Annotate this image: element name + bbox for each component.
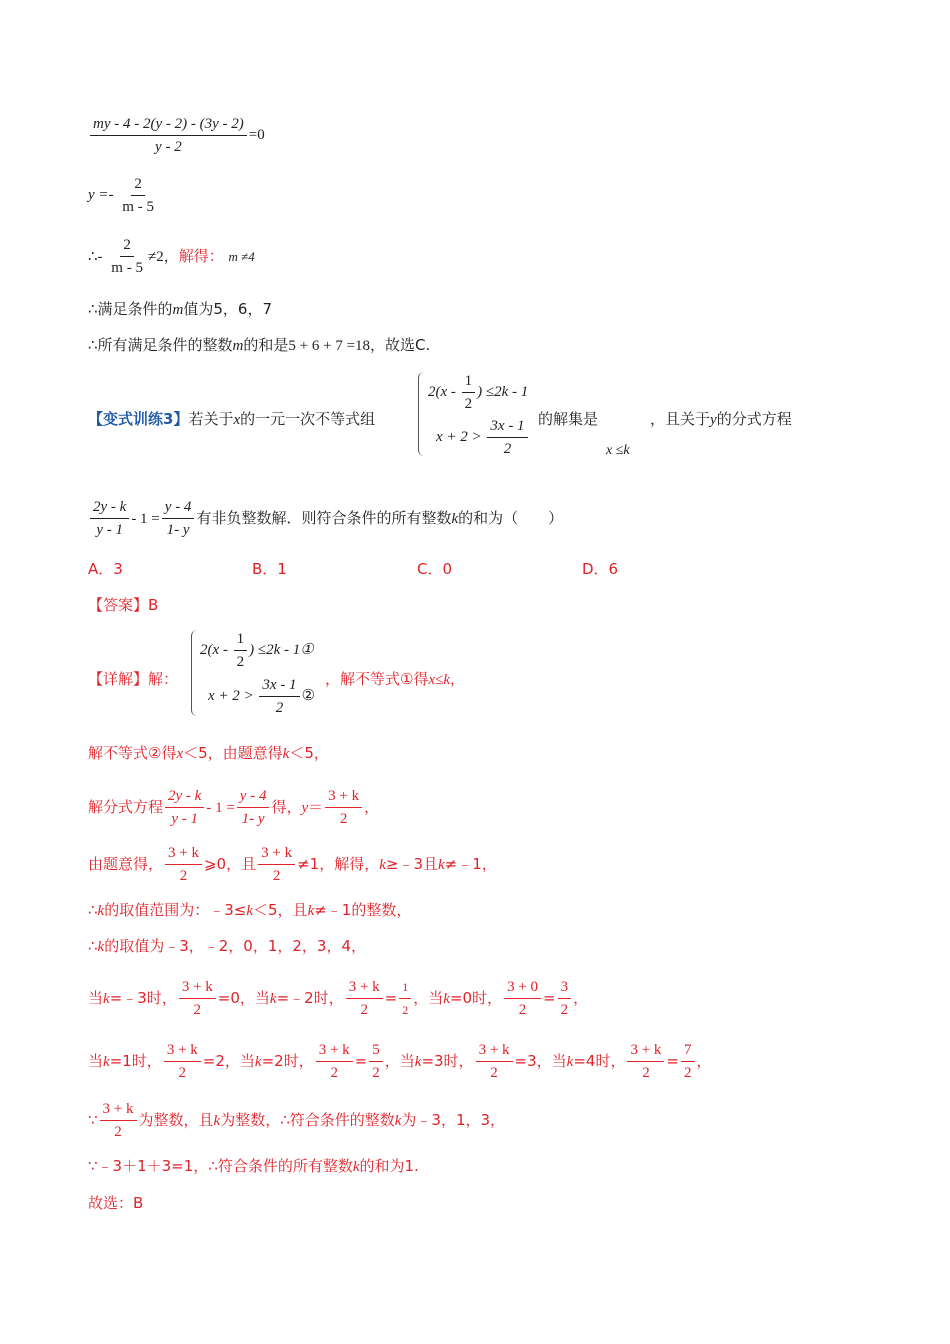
- detail-line-4: 由题意得， $\frac{3 + k}{2}$ ⩾0，且 $\frac{3 + k}{2}$ ≠1，解得，k≥﹣3且k≠﹣1，: [88, 845, 497, 884]
- fraction: $\frac{3x - 1}{2}$: [487, 417, 527, 458]
- fraction: $\frac{2}{m - 5}$: [111, 237, 143, 276]
- detail-line-7: 当k=﹣3时， $\frac{3 + k}{2}$ =0，当k=﹣2时， $\frac{3 + k}{2}$ = $\frac{1}{2}$ ，当k=0时， $\frac{3 + 0}{2}$ = $\frac{3}{2}$ ，: [88, 979, 589, 1018]
- fraction: $\frac{1}{2}$: [399, 978, 411, 1019]
- detail-line-10: ∵﹣3＋1＋3=1，∴符合条件的所有整数k的和为1.: [88, 1157, 419, 1175]
- detail-label: 【详解】解：: [88, 670, 179, 688]
- fraction: $\frac{3 + k}{2}$: [179, 978, 216, 1019]
- fraction: $\frac{2y - k}{y - 1}$: [165, 787, 204, 828]
- detail-line-3: 解分式方程 $\frac{2y - k}{y - 1}$ - 1 = $\frac{y - 4}{1- y}$ 得，y＝ $\frac{3 + k}{2}$ ，: [88, 788, 380, 827]
- detail-line-11: 故选：B: [88, 1194, 144, 1212]
- fraction: $\frac{5}{2}$: [369, 1041, 383, 1082]
- option-b: B．1: [252, 560, 287, 578]
- detail-line-6: ∴k的取值为﹣3，﹣2，0，1，2，3，4，: [88, 937, 367, 955]
- solution-set: x ≤k: [606, 443, 630, 458]
- fraction: $\frac{3 + k}{2}$: [164, 1041, 201, 1082]
- fraction: $\frac{3 + k}{2}$: [346, 978, 383, 1019]
- fraction: $\frac{y - 4}{1- y}$: [162, 498, 195, 539]
- detail-inequality-1: 2(x - $\frac{1}{2}$ ) ≤2k - 1①: [200, 631, 314, 670]
- detail-line-5: ∴k的取值范围为：﹣3≤k＜5，且k≠﹣1的整数，: [88, 901, 412, 919]
- option-c: C．0: [417, 560, 453, 578]
- detail-line-9: ∵ $\frac{3 + k}{2}$ 为整数，且k为整数，∴符合条件的整数k为﹣3，1，3，: [88, 1101, 506, 1140]
- fraction: $\frac{y - 4}{1- y}$: [237, 787, 270, 828]
- fraction: $\frac{2}{m - 5}$: [122, 176, 154, 215]
- equation-line-3: ∴- $\frac{2}{m - 5}$ ≠2，解得： m ≠4: [88, 237, 255, 276]
- fraction: $\frac{1}{2}$: [462, 372, 476, 413]
- equation-line-1: $\frac{my - 4 - 2(y - 2) - (3y - 2)}{y - 2}$ =0: [88, 115, 265, 156]
- fraction: $\frac{1}{2}$: [234, 630, 248, 671]
- fraction: $\frac{3 + k}{2}$: [316, 1041, 353, 1082]
- text-line-4: ∴满足条件的m值为5，6，7: [88, 300, 273, 318]
- fraction: $\frac{3 + k}{2}$: [100, 1100, 137, 1141]
- detail-line-8: 当k=1时， $\frac{3 + k}{2}$ =2，当k=2时， $\frac{3 + k}{2}$ = $\frac{5}{2}$ ，当k=3时， $\frac{3 + k}{2}$ =3，当k=4时， $\frac{3 + k}{2}$ = $\frac{7}{2}$ ，: [88, 1042, 712, 1081]
- fraction: $\frac{3 + k}{2}$: [325, 787, 362, 828]
- option-a: A．3: [88, 560, 123, 578]
- variant-question-cont: 的解集是: [538, 410, 599, 428]
- detail-line-2: 解不等式②得x＜5，由题意得k＜5，: [88, 744, 329, 762]
- detail-inequality-2: x + 2 > $\frac{3x - 1}{2}$ ②: [208, 677, 316, 716]
- fraction: $\frac{3x - 1}{2}$: [259, 676, 299, 717]
- fraction: $\frac{3 + k}{2}$: [476, 1041, 513, 1082]
- fraction: $\frac{3 + k}{2}$: [165, 844, 202, 885]
- fraction: $\frac{3 + 0}{2}$: [504, 978, 541, 1019]
- answer: 【答案】B: [88, 596, 159, 614]
- text-line-5: ∴所有满足条件的整数m的和是5 + 6 + 7 =18，故选C.: [88, 336, 431, 354]
- fraction: $\frac{3 + k}{2}$: [258, 844, 295, 885]
- fraction-equation: $\frac{2y - k}{y - 1}$ - 1 = $\frac{y - 4}{1- y}$ 有非负整数解．则符合条件的所有整数k的和为（ ）: [88, 498, 563, 539]
- variant-question-cont2: ，且关于y的分式方程: [650, 410, 792, 428]
- fraction: $\frac{3 + k}{2}$: [627, 1041, 664, 1082]
- inequality-1: 2(x - $\frac{1}{2}$ ) ≤2k - 1: [428, 373, 529, 412]
- fraction: $\frac{3}{2}$: [558, 978, 572, 1019]
- fraction: $\frac{7}{2}$: [681, 1041, 695, 1082]
- option-d: D．6: [582, 560, 619, 578]
- detail-tail: ，解不等式①得x≤k，: [325, 670, 466, 688]
- inequality-2: x + 2 > $\frac{3x - 1}{2}$: [436, 417, 530, 458]
- fraction: $\frac{my - 4 - 2(y - 2) - (3y - 2)}{y - 2}$: [90, 115, 247, 156]
- variant-question: 【变式训练3】若关于x的一元一次不等式组: [88, 410, 376, 428]
- brace-icon: [418, 372, 427, 456]
- brace-icon: [191, 630, 200, 716]
- fraction: $\frac{2y - k}{y - 1}$: [90, 498, 129, 539]
- equation-line-2: y =- $\frac{2}{m - 5}$: [88, 175, 159, 216]
